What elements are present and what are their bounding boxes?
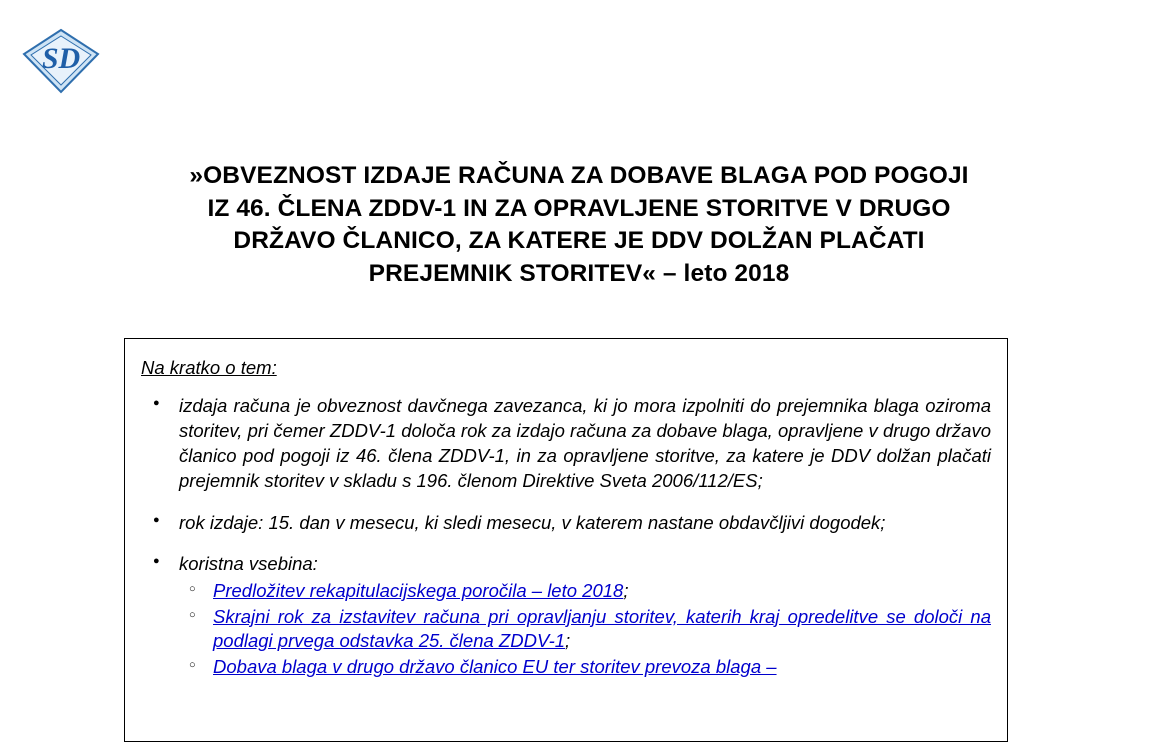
summary-bullet-list [141, 393, 991, 679]
bullet-text-2: rok izdaje: 15. dan v mesecu, ki sledi mesecu, v katerem nastane obdavčljivi dogodek; [179, 511, 886, 533]
list-item [141, 393, 991, 494]
list-item [141, 551, 991, 680]
link-trailing-2: ; [565, 630, 571, 652]
svg-text:SD: SD [41, 42, 81, 75]
useful-links-list [179, 579, 991, 679]
company-logo [18, 28, 104, 94]
bullet-text-3: koristna vsebina: [179, 552, 318, 574]
link-dobava-blaga-druga-drzava[interactable]: Dobava blaga v drugo državo članico EU ter storitev prevoza blaga – [213, 655, 777, 677]
list-item [179, 605, 991, 654]
title-line-2: IZ 46. ČLENA ZDDV-1 IN ZA OPRAVLJENE STORITVE V DRUGO [207, 194, 951, 222]
title-line-3: DRŽAVO ČLANICO, ZA KATERE JE DDV DOLŽAN PLAČATI [233, 227, 925, 255]
list-item [179, 579, 991, 604]
link-rekapitulacijsko-porocilo[interactable]: Predložitev rekapitulacijskega poročila – leto 2018 [213, 579, 624, 601]
link-skrajni-rok-izstavitev-racuna[interactable]: Skrajni rok za izstavitev računa pri opravljanju storitev, katerih kraj opredelitve se določi na podlagi prvega odstavka 25. člena ZDDV-1 [213, 605, 991, 652]
link-trailing-1: ; [623, 579, 629, 601]
page-title [124, 160, 1034, 290]
title-line-4: PREJEMNIK STORITEV« – leto 2018 [368, 259, 790, 287]
bullet-text-1: izdaja računa je obveznost davčnega zavezanca, ki jo mora izpolniti do prejemnika blaga oziroma storitev, pri čemer ZDDV-1 določa rok za izdajo računa za dobave blaga, opravljene v drugo državo članico pod pogoji iz 46. člena ZDDV-1, in za opravljene storitve, za katere je DDV dolžan plačati prejemnik storitev v skladu s 196. členom Direktive Sveta 2006/112/ES; [179, 395, 991, 492]
list-item [179, 655, 991, 680]
list-item [141, 510, 991, 535]
summary-box [124, 338, 1008, 742]
title-line-1: »OBVEZNOST IZDAJE RAČUNA ZA DOBAVE BLAGA POD POGOJI [189, 162, 969, 189]
summary-heading: Na kratko o tem: [141, 357, 277, 378]
